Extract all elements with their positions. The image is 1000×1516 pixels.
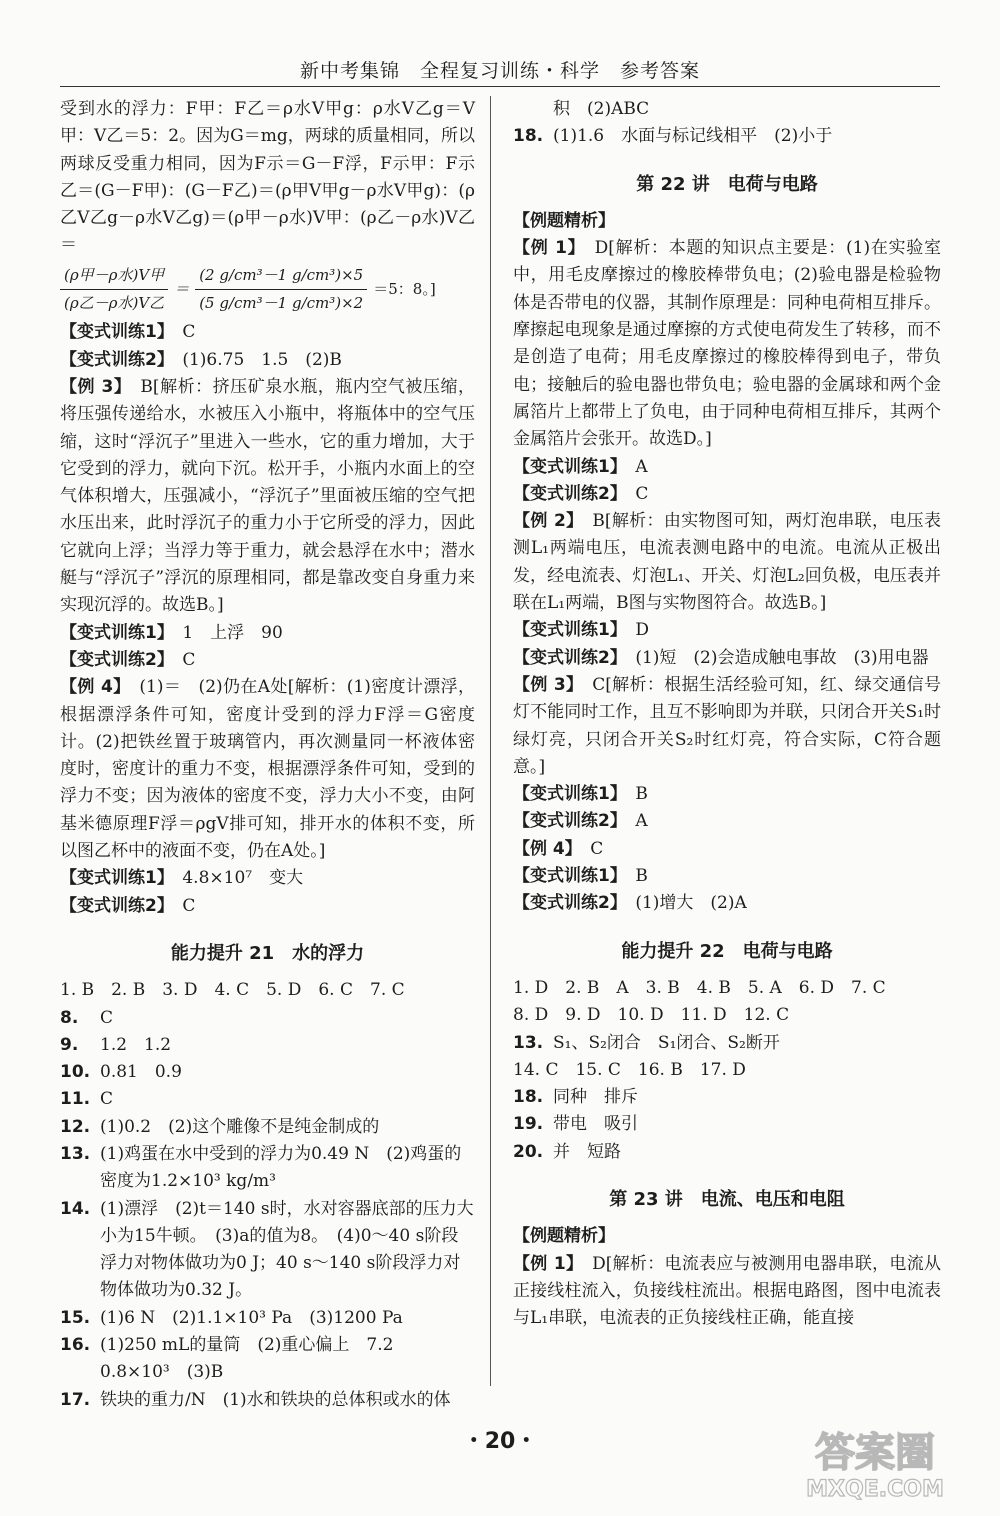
- answer-line: [513, 890, 941, 917]
- right-column: [513, 96, 941, 1332]
- answer-line: [60, 374, 475, 620]
- answer-line: [60, 620, 475, 647]
- answer-line: 1. D 2. B A 3. B 4. B 5. A 6. D 7. C: [513, 977, 886, 998]
- question-number: 19.: [513, 1114, 544, 1135]
- answer: B[解析：挤压矿泉水瓶，瓶内空气被压缩，将压强传递给水，水被压入小瓶中，将瓶体中的空气压缩，这时“浮沉子”里进入一些水，它的重力增加，大于它受到的浮力，就向下沉。松开手，小瓶内水面上的空气体积增大，压强减小，“浮沉子”里面被压缩的空气把水压出来，此时浮沉子的重力小于它所受的浮力，因此它就向上浮；当浮力等于重力，就会悬浮在水中；潜水艇与“浮沉子”浮沉的原理相同，都是靠改变自身重力来实现沉浮的。故选B。]: [60, 376, 476, 616]
- section-title: 能力提升 21 水的浮力: [170, 942, 365, 964]
- label: 【例 2】: [513, 511, 575, 532]
- fraction-denominator: (ρ乙－ρ水)V乙: [64, 294, 165, 313]
- answer: 带电 吸引: [553, 1114, 638, 1135]
- answer: (1)短 (2)会造成触电事故 (3)用电器: [635, 647, 929, 668]
- watermark-text: 答案圈: [815, 1430, 935, 1476]
- answer: (1)6.75 1.5 (2)B: [182, 349, 342, 370]
- question-number: 18.: [513, 126, 544, 147]
- label: 【例 3】: [513, 674, 575, 695]
- label: 【例 4】: [513, 838, 574, 859]
- answer-line: [60, 893, 475, 920]
- answer-line: [60, 865, 475, 892]
- answer: S₁、S₂闭合 S₁闭合、S₂断开: [553, 1032, 780, 1053]
- answer-line: [513, 1030, 941, 1057]
- label: 【变式训练1】: [513, 784, 619, 805]
- answer: (1)250 mL的量筒 (2)重心偏上 7.2 0.8×10³ (3)B: [100, 1335, 411, 1383]
- question-number: 20.: [513, 1141, 544, 1162]
- answer-line: [513, 1251, 941, 1333]
- subsection-label: 【例题精析】: [513, 210, 615, 231]
- answer: A: [635, 811, 648, 832]
- question-number: 10.: [60, 1062, 91, 1083]
- equals-sign: ＝: [174, 279, 190, 298]
- answer: 1 上浮 90: [182, 622, 283, 643]
- answer-line: [513, 645, 941, 672]
- label: 【变式训练2】: [60, 349, 166, 370]
- question-number: 18.: [513, 1087, 544, 1108]
- answer-line: [513, 836, 941, 863]
- answer-line: [513, 808, 941, 835]
- fraction: [195, 262, 367, 318]
- answer: C: [100, 1089, 114, 1110]
- answer-line: [60, 1305, 475, 1332]
- answer: C: [182, 649, 196, 670]
- answer-line: [60, 1059, 475, 1086]
- column-divider: [490, 96, 491, 1386]
- answer: (1)6 N (2)1.1×10³ Pa (3)1200 Pa: [100, 1307, 403, 1328]
- question-number: 11.: [60, 1089, 91, 1110]
- label: 【例 3】: [60, 376, 123, 397]
- label: 【变式训练2】: [513, 483, 619, 504]
- answer-line: [513, 672, 941, 781]
- label: 【变式训练1】: [60, 622, 166, 643]
- answer-line: [60, 1086, 475, 1113]
- answer: 同种 排斥: [553, 1087, 638, 1108]
- formula-tail: ＝5：8。]: [373, 279, 436, 298]
- question-number: 15.: [60, 1307, 91, 1328]
- answer-line: [513, 1139, 941, 1166]
- answer: (1)漂浮 (2)t＝140 s时，水对容器底部的压力大小为15牛顿。 (3)a的值为8。 (4)0～40 s阶段浮力对物体做功为0 J；40 s～140 s阶段浮力对物体做功为0.32 J。: [100, 1198, 474, 1301]
- watermark-sub: MXQE.COM: [806, 1477, 944, 1502]
- section-title: 能力提升 22 电荷与电路: [621, 940, 833, 962]
- answer: B: [635, 784, 648, 805]
- label: 【变式训练2】: [513, 811, 619, 832]
- question-number: 17.: [60, 1389, 91, 1410]
- answer-line: [513, 481, 941, 508]
- answer-line: [513, 617, 941, 644]
- answer-line: [60, 1387, 475, 1414]
- answer: C: [100, 1007, 114, 1028]
- answer-line: [513, 781, 941, 808]
- question-number: 14.: [60, 1198, 91, 1219]
- answer-line: [60, 347, 475, 374]
- answer-line: [60, 1332, 475, 1387]
- answer: D[解析：电流表应与被测用电器串联，电流从正接线柱流入，负接线柱流出。根据电路图，图中电流表与L₁串联，电流表的正负接线柱正确，能直接: [513, 1253, 942, 1329]
- answer: C: [182, 895, 196, 916]
- question-number: 13.: [513, 1032, 544, 1053]
- answer: (1)1.6 水面与标记线相平 (2)小于: [553, 126, 833, 147]
- answer: B[解析：由实物图可知，两灯泡串联，电压表测L₁两端电压，电流表测电路中的电流。电流从正极出发，经电流表、灯泡L₁、开关、灯泡L₂回负极，电压表并联在L₁两端，B图与实物图符合。故选B。]: [513, 511, 942, 614]
- answer: (1)0.2 (2)这个雕像不是纯金制成的: [100, 1116, 380, 1137]
- paragraph: 受到水的浮力：F甲：F乙＝ρ水V甲g：ρ水V乙g＝V甲：V乙＝5：2。因为G＝mg，两球的质量相同，所以两球反受重力相同，因为F示＝G－F浮，F示甲：F示乙＝(G－F甲)：(G－F乙)＝(ρ甲V甲g－ρ水V甲g)：(ρ乙V乙g－ρ水V乙g)＝(ρ甲－ρ水)V甲：(ρ乙－ρ水)V乙＝: [60, 99, 475, 256]
- fraction: [60, 262, 168, 318]
- section-title: 第 23 讲 电流、电压和电阻: [609, 1188, 845, 1210]
- watermark-logo: [780, 1416, 970, 1506]
- question-number: 12.: [60, 1116, 91, 1137]
- answer-line: [60, 1032, 475, 1059]
- answer-line: [513, 1111, 941, 1138]
- answer-line: [60, 1141, 475, 1196]
- label: 【变式训练1】: [60, 868, 166, 889]
- label: 【变式训练1】: [60, 322, 166, 343]
- answer: C[解析：根据生活经验可知，红、绿交通信号灯不能同时工作，且互不影响即为并联，只闭合开关S₁时绿灯亮，只闭合开关S₂时红灯亮，符合实际，C符合题意。]: [513, 674, 942, 777]
- answer-line: [513, 123, 941, 150]
- answer-line: [60, 1005, 475, 1032]
- section-title: 第 22 讲 电荷与电路: [636, 173, 818, 195]
- answer-line: [513, 863, 941, 890]
- label: 【变式训练2】: [513, 893, 619, 914]
- page-header: [60, 56, 940, 87]
- question-number: 9.: [60, 1034, 79, 1055]
- answer: D[解析：本题的知识点主要是：(1)在实验室中，用毛皮摩擦过的橡胶棒带负电；(2)验电器是检验物体是否带电的仪器，其制作原理是：同种电荷相互排斥。摩擦起电现象是通过摩擦的方式使电荷发生了转移，而不是创造了电荷；用毛皮摩擦过的橡胶棒得到电子，带负电；接触后的验电器也带负电；验电器的金属球和两个金属箔片上都带上了负电，由于同种电荷相互排斥，其两个金属箔片会张开。故选D。]: [513, 238, 942, 450]
- label: 【例 1】: [513, 238, 577, 259]
- answer: 4.8×10⁷ 变大: [182, 868, 304, 889]
- answer-line: [513, 454, 941, 481]
- answer: C: [635, 483, 649, 504]
- answer: 并 短路: [553, 1141, 621, 1162]
- answer-line: 1. B 2. B 3. D 4. C 5. D 6. C 7. C: [60, 980, 405, 1001]
- header-title: 新中考集锦 全程复习训练・科学 参考答案: [299, 60, 700, 82]
- page-number: ・20・: [462, 1429, 538, 1454]
- answer-line: [60, 1114, 475, 1141]
- subsection-label: 【例题精析】: [513, 1226, 615, 1247]
- answer: 积 (2)ABC: [553, 99, 650, 119]
- answer: (1)增大 (2)A: [635, 893, 747, 914]
- label: 【变式训练2】: [60, 649, 166, 670]
- answer: D: [635, 620, 649, 641]
- question-number: 8.: [60, 1007, 79, 1028]
- answer: 铁块的重力/N (1)水和铁块的总体积或水的体: [100, 1389, 451, 1410]
- answer: (1)＝ (2)仍在A处[解析：(1)密度计漂浮，根据漂浮条件可知，密度计受到的浮力F浮＝G密度计。(2)把铁丝置于玻璃管内，再次测量同一杯液体密度时，密度计的重力不变，根据漂浮条件可知，受到的浮力不变；因为液体的密度不变，浮力大小不变，由阿基米德原理F浮＝ρgV排可知，排开水的体积不变，所以图乙杯中的液面不变，仍在A处。]: [60, 677, 476, 862]
- answer-line: [513, 1084, 941, 1111]
- fraction-denominator: (5 g/cm³－1 g/cm³)×2: [199, 294, 364, 313]
- left-column: [60, 96, 475, 1414]
- answer-line: [60, 1196, 475, 1305]
- label: 【变式训练2】: [513, 647, 619, 668]
- label: 【变式训练1】: [513, 620, 619, 641]
- answer-line: [60, 319, 475, 346]
- answer-line: 14. C 15. C 16. B 17. D: [513, 1059, 746, 1080]
- answer-line: [513, 508, 941, 617]
- answer: B: [635, 866, 648, 887]
- label: 【变式训练1】: [513, 456, 619, 477]
- answer: 1.2 1.2: [100, 1034, 172, 1055]
- answer-line: [513, 235, 941, 453]
- answer: 0.81 0.9: [100, 1062, 182, 1083]
- answer-line: 8. D 9. D 10. D 11. D 12. C: [513, 1005, 790, 1026]
- label: 【变式训练1】: [513, 866, 619, 887]
- answer: C: [182, 322, 196, 343]
- answer-line: [60, 674, 475, 865]
- label: 【变式训练2】: [60, 895, 166, 916]
- answer: A: [635, 456, 648, 477]
- label: 【例 1】: [513, 1253, 575, 1274]
- answer-line: [513, 96, 941, 123]
- answer: (1)鸡蛋在水中受到的浮力为0.49 N (2)鸡蛋的密度为1.2×10³ kg/m³: [100, 1143, 462, 1192]
- fraction-numerator: (ρ甲－ρ水)V甲: [60, 262, 168, 290]
- label: 【例 4】: [60, 677, 123, 698]
- answer-line: [60, 647, 475, 674]
- fraction-numerator: (2 g/cm³－1 g/cm³)×5: [195, 262, 367, 290]
- formula: [60, 262, 475, 318]
- question-number: 13.: [60, 1143, 91, 1164]
- answer: C: [590, 838, 604, 859]
- question-number: 16.: [60, 1335, 91, 1356]
